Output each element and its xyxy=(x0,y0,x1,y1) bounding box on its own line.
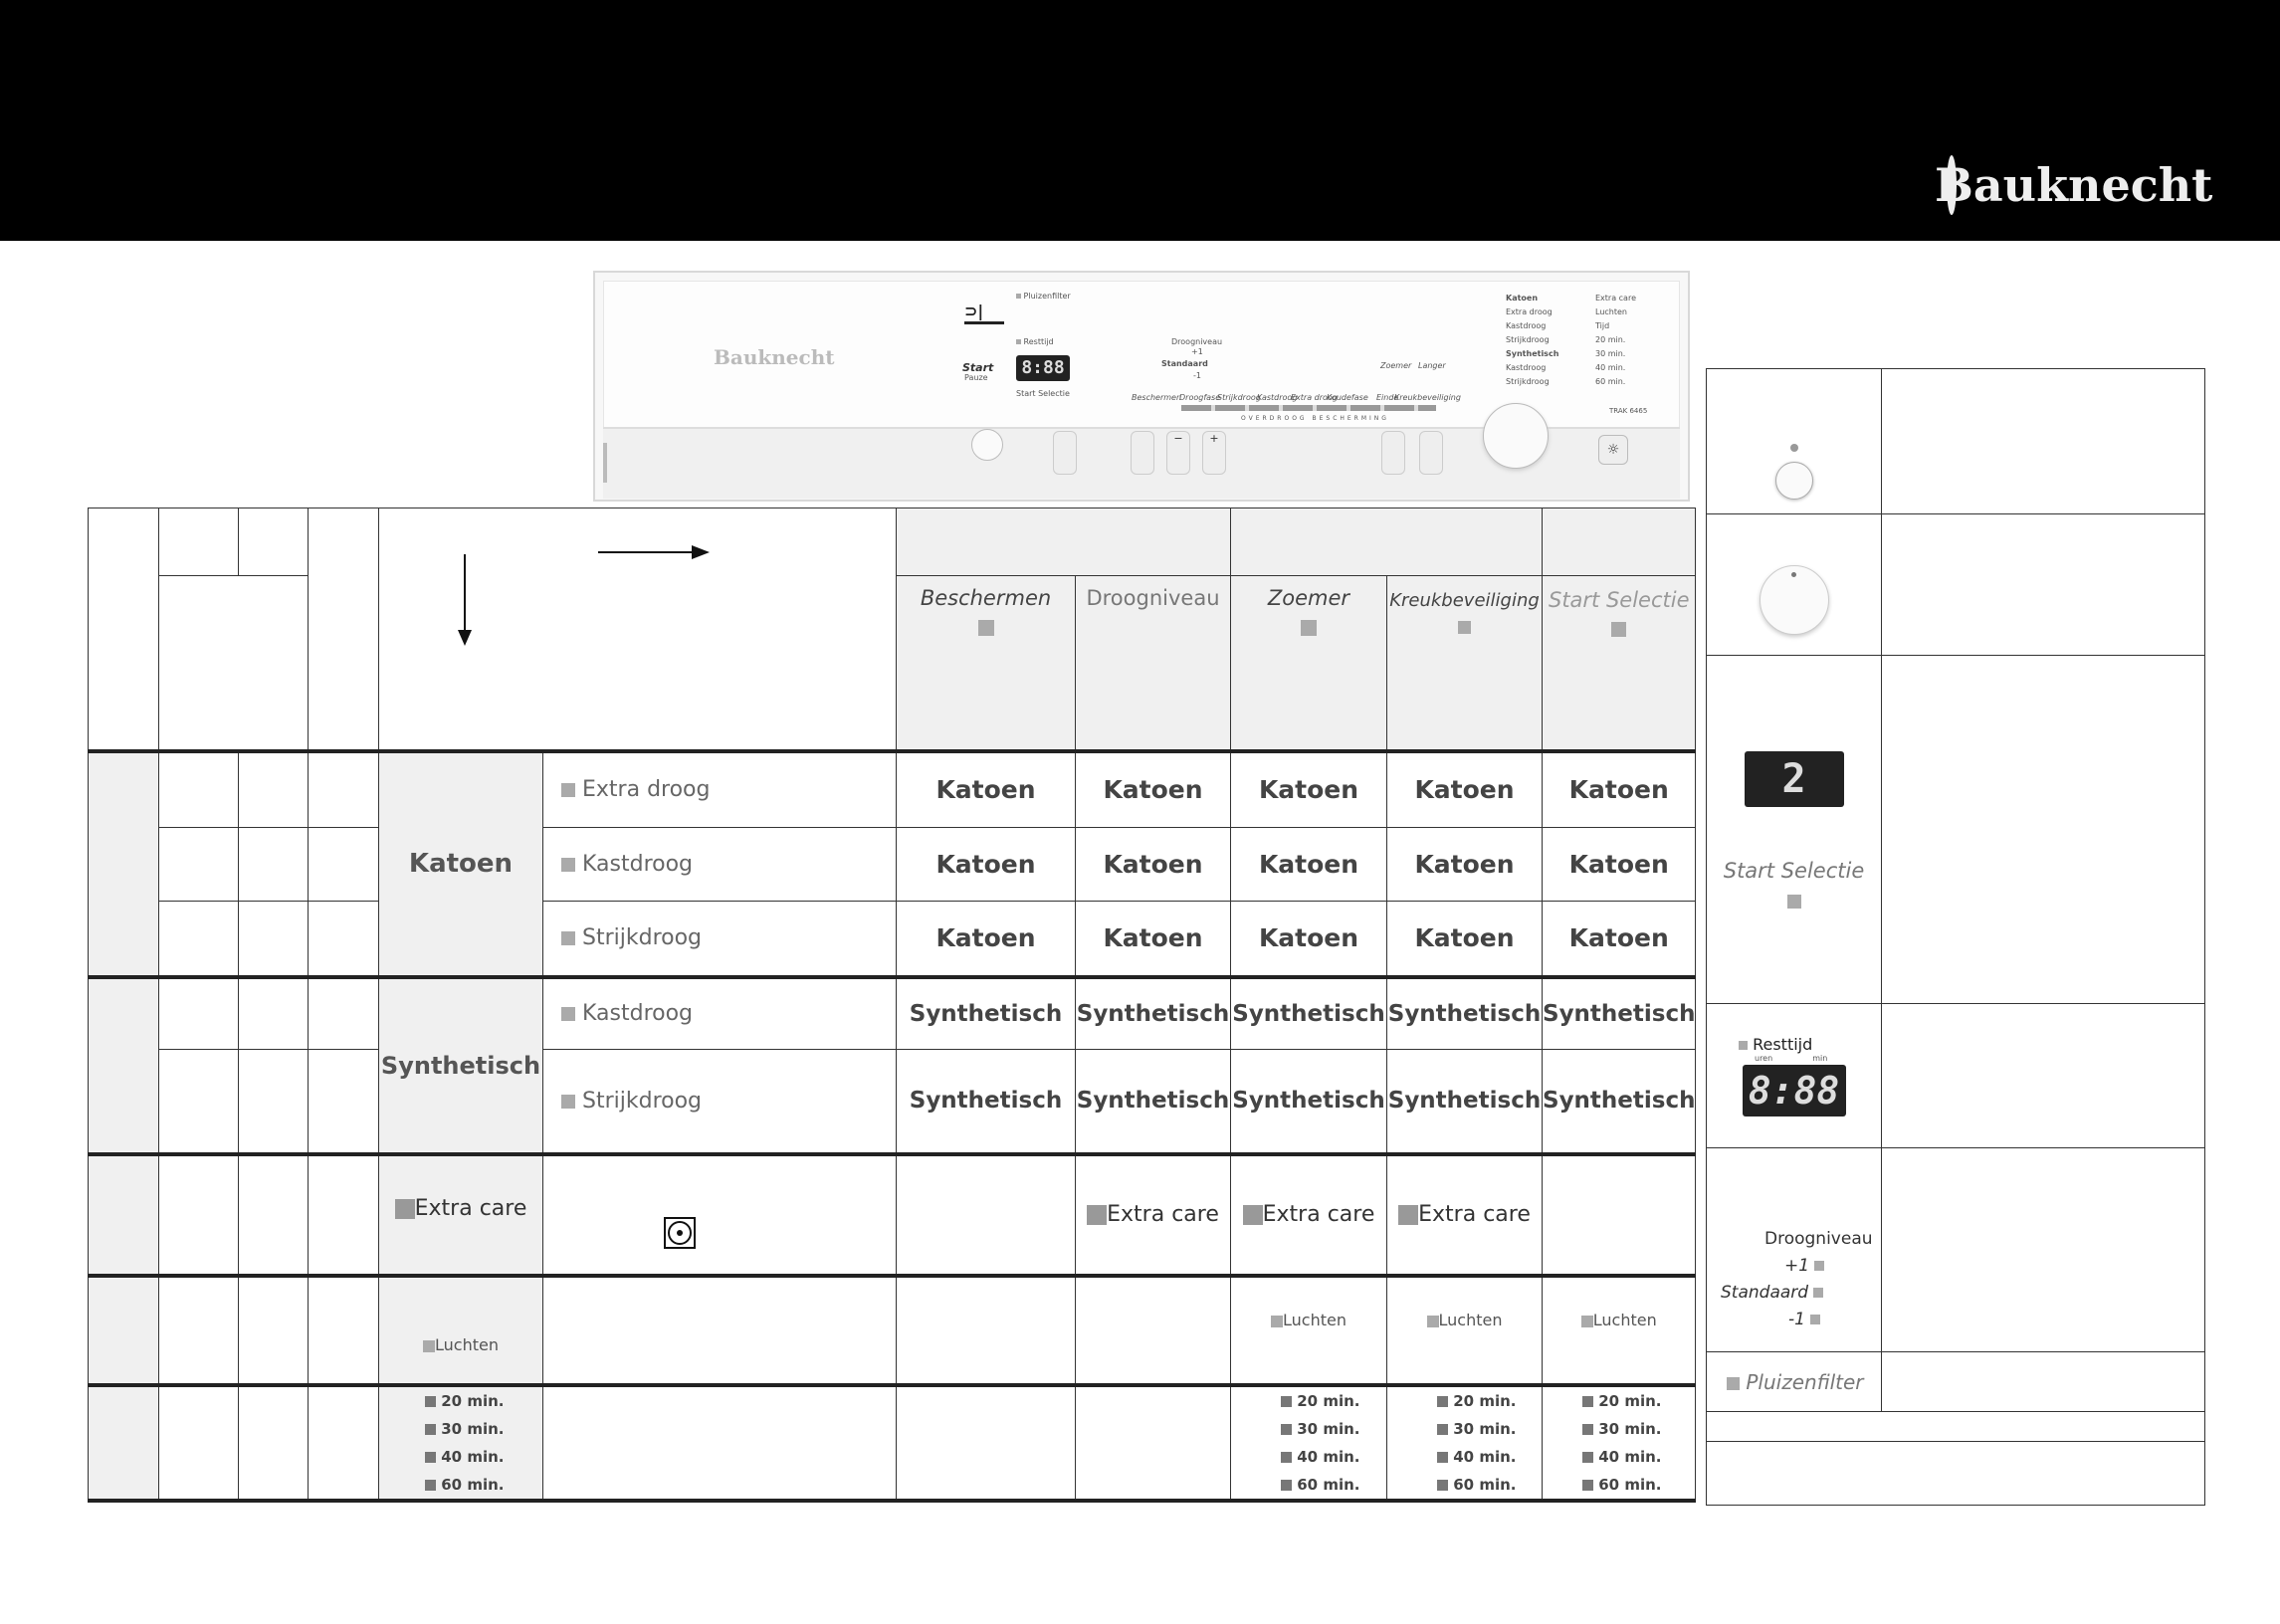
start-button-icon xyxy=(1775,462,1813,500)
empty-cell xyxy=(159,902,239,977)
resttijd-label: Resttijd xyxy=(1016,337,1054,346)
empty-cell xyxy=(239,828,309,902)
table-cell: Extra care xyxy=(1231,1154,1387,1276)
empty-cell xyxy=(159,977,239,1050)
stage-label-6: Einde xyxy=(1376,393,1399,402)
overdroog-label: OVERDROOG BESCHERMING xyxy=(1241,415,1389,422)
empty-cell xyxy=(309,1276,379,1385)
panel-sill xyxy=(603,427,1680,499)
panel-brand: Bauknecht xyxy=(714,345,835,369)
table-cell: Synthetisch xyxy=(1076,1050,1231,1154)
empty-cell xyxy=(309,977,379,1050)
droogniveau-label: Droogniveau xyxy=(1171,337,1223,346)
table-cell: Katoen xyxy=(1076,828,1231,902)
table-cell: Extra care xyxy=(1076,1154,1231,1276)
light-icon[interactable]: ☼ xyxy=(1598,435,1628,465)
header-group-cell xyxy=(897,508,1231,576)
empty-cell xyxy=(159,1154,239,1276)
legend-footer-bar xyxy=(1707,1412,2205,1442)
direction-arrows-icon xyxy=(379,508,897,747)
pause-label: Pauze xyxy=(964,373,988,382)
option-strijkdroog: Strijkdroog xyxy=(543,1050,897,1154)
empty-cell xyxy=(239,902,309,977)
legend-description xyxy=(1882,369,2205,514)
empty-cell xyxy=(309,751,379,828)
start-selectie-label: Start Selectie xyxy=(1016,389,1070,398)
empty-cell xyxy=(1543,1154,1696,1276)
empty-cell xyxy=(159,1050,239,1154)
table-cell: Katoen xyxy=(1543,751,1696,828)
empty-cell xyxy=(897,1154,1076,1276)
legend-droogniveau-cell xyxy=(1707,1148,1882,1352)
program-synthetisch: Synthetisch xyxy=(379,977,543,1154)
table-cell: Synthetisch xyxy=(1387,977,1543,1050)
door-handle xyxy=(603,443,607,483)
empty-cell xyxy=(159,1276,239,1385)
stage-label-7: Kreukbeveiliging xyxy=(1394,393,1461,402)
temperature-icon-cell xyxy=(543,1154,897,1276)
table-cell: Synthetisch xyxy=(897,977,1076,1050)
time-list: 20 min. 30 min. 40 min. 60 min. xyxy=(1387,1385,1543,1501)
dial-knob-icon xyxy=(1760,565,1829,635)
header-group-cell xyxy=(1231,508,1543,576)
empty-cell xyxy=(309,902,379,977)
stage-label-2: Strijkdroog xyxy=(1217,393,1261,402)
table-cell: Katoen xyxy=(1231,751,1387,828)
program-dial[interactable] xyxy=(1483,403,1549,469)
selectie-display: 2 xyxy=(1745,751,1844,807)
start-selectie-indicator xyxy=(1787,895,1801,909)
legend-pluizenfilter-cell: Pluizenfilter xyxy=(1707,1352,1882,1412)
table-cell: Katoen xyxy=(1231,828,1387,902)
stage-progress-bar xyxy=(1181,405,1436,411)
empty-cell xyxy=(239,1276,309,1385)
empty-cell xyxy=(309,1050,379,1154)
col-header-start-selectie: Start Selectie xyxy=(1543,576,1696,751)
table-cell: Luchten xyxy=(1231,1276,1387,1385)
table-cell: Katoen xyxy=(1543,828,1696,902)
header-cell xyxy=(159,508,239,576)
time-list: 20 min. 30 min. 40 min. 60 min. xyxy=(1231,1385,1387,1501)
option-kastdroog: Kastdroog xyxy=(543,828,897,902)
program-option-header xyxy=(379,508,897,751)
legend-description xyxy=(1882,656,2205,1004)
legend-description xyxy=(1882,1148,2205,1352)
row-index-cell xyxy=(89,977,159,1154)
legend-description xyxy=(1882,1004,2205,1148)
col-header-kreukbeveiliging: Kreukbeveiliging xyxy=(1387,576,1543,751)
empty-cell xyxy=(239,977,309,1050)
empty-cell xyxy=(239,751,309,828)
row-index-cell xyxy=(89,1276,159,1385)
stage-label-0: Beschermen xyxy=(1132,393,1182,402)
legend-description xyxy=(1882,1352,2205,1412)
empty-cell xyxy=(159,751,239,828)
start-selectie-button[interactable] xyxy=(1053,431,1077,475)
uren-min-label: uren min xyxy=(1755,1054,1828,1063)
time-list: 20 min. 30 min. 40 min. 60 min. xyxy=(1543,1385,1696,1501)
program-list-left: Katoen Extra droog Kastdroog Strijkdroog Synthetisch Kastdroog Strijkdroog xyxy=(1506,294,1559,386)
option-extra-droog: Extra droog xyxy=(543,751,897,828)
table-cell: Synthetisch xyxy=(1231,1050,1387,1154)
pluizenfilter-label: Pluizenfilter xyxy=(1016,292,1071,301)
legend-footer xyxy=(1707,1442,2205,1506)
zoemer-button[interactable] xyxy=(1381,431,1405,475)
langer-button[interactable] xyxy=(1419,431,1443,475)
legend-resttijd-cell xyxy=(1707,1004,1882,1148)
start-selectie-label: Start Selectie xyxy=(1723,858,1865,883)
header-group-cell xyxy=(1543,508,1696,576)
legend-table xyxy=(1706,368,2205,1506)
header-cell xyxy=(239,508,309,576)
beschermen-button[interactable] xyxy=(1131,431,1154,475)
logo-text: Bauknecht xyxy=(1935,158,2213,212)
empty-cell xyxy=(543,1276,897,1385)
start-pause-button[interactable] xyxy=(971,429,1003,461)
low-temperature-icon xyxy=(664,1217,696,1249)
plus1-label: +1 xyxy=(1191,347,1203,356)
minus1-label: -1 xyxy=(1193,371,1201,380)
table-cell: Synthetisch xyxy=(1543,977,1696,1050)
droogniveau-minus-button[interactable]: − xyxy=(1166,431,1190,475)
zoemer-label: Zoemer xyxy=(1380,361,1412,370)
stage-label-3: Kastdroog xyxy=(1257,393,1298,402)
table-cell: Synthetisch xyxy=(1076,977,1231,1050)
col-header-beschermen: Beschermen xyxy=(897,576,1076,751)
dynamic-logo-icon: ⊃| xyxy=(964,302,1004,324)
empty-cell xyxy=(309,1385,379,1501)
table-cell: Katoen xyxy=(1387,828,1543,902)
empty-cell xyxy=(239,1154,309,1276)
legend-start-selectie-cell xyxy=(1707,656,1882,1004)
empty-cell xyxy=(239,1050,309,1154)
empty-cell xyxy=(309,828,379,902)
standaard-row: Standaard xyxy=(1707,1280,1881,1307)
option-kastdroog: Kastdroog xyxy=(543,977,897,1050)
option-strijkdroog: Strijkdroog xyxy=(543,902,897,977)
empty-cell xyxy=(239,1385,309,1501)
control-panel xyxy=(593,271,1690,502)
table-cell: Katoen xyxy=(1076,902,1231,977)
table-cell: Extra care xyxy=(1387,1154,1543,1276)
empty-cell xyxy=(1076,1385,1231,1501)
empty-cell xyxy=(159,1385,239,1501)
table-cell: Synthetisch xyxy=(1231,977,1387,1050)
table-cell: Katoen xyxy=(897,751,1076,828)
row-index-cell xyxy=(89,1154,159,1276)
stage-label-4: Extra droog xyxy=(1291,393,1338,402)
start-label: Start xyxy=(962,361,994,374)
table-cell: Synthetisch xyxy=(897,1050,1076,1154)
indicator-dot-icon xyxy=(1790,444,1798,452)
table-cell: Katoen xyxy=(897,828,1076,902)
header-cell xyxy=(89,508,159,751)
header-cell xyxy=(309,508,379,751)
table-cell: Katoen xyxy=(1387,902,1543,977)
legend-dial-cell xyxy=(1707,514,1882,656)
empty-cell xyxy=(897,1276,1076,1385)
panel-display: 8:88 xyxy=(1016,355,1070,381)
table-cell: Katoen xyxy=(1543,902,1696,977)
table-cell: Luchten xyxy=(1543,1276,1696,1385)
droogniveau-label: Droogniveau xyxy=(1764,1229,1873,1249)
droogniveau-plus-button[interactable]: + xyxy=(1202,431,1226,475)
bauknecht-logo xyxy=(1935,149,2213,221)
table-cell: Synthetisch xyxy=(1543,1050,1696,1154)
program-katoen: Katoen xyxy=(379,751,543,977)
empty-cell xyxy=(159,828,239,902)
table-cell: Synthetisch xyxy=(1387,1050,1543,1154)
program-table xyxy=(88,508,1696,1503)
resttijd-label: Resttijd xyxy=(1707,1035,1881,1054)
table-cell: Katoen xyxy=(1387,751,1543,828)
table-cell: Luchten xyxy=(1387,1276,1543,1385)
table-cell: Katoen xyxy=(897,902,1076,977)
legend-start-button-cell xyxy=(1707,369,1882,514)
resttijd-display: 8:88 xyxy=(1743,1065,1846,1116)
stage-label-5: Koudefase xyxy=(1327,393,1368,402)
legend-description xyxy=(1882,514,2205,656)
standaard-label: Standaard xyxy=(1161,359,1208,368)
minus1-row: -1 xyxy=(1707,1307,1881,1333)
program-luchten: Luchten xyxy=(379,1276,543,1385)
empty-cell xyxy=(543,1385,897,1501)
empty-cell xyxy=(309,1154,379,1276)
col-header-zoemer: Zoemer xyxy=(1231,576,1387,751)
row-index-cell xyxy=(89,1385,159,1501)
stage-label-1: Droogfase xyxy=(1179,393,1221,402)
header-cell xyxy=(159,576,309,751)
table-cell: Katoen xyxy=(1231,902,1387,977)
langer-label: Langer xyxy=(1418,361,1446,370)
program-tijd: 20 min. 30 min. 40 min. 60 min. xyxy=(379,1385,543,1501)
model-label: TRAK 6465 xyxy=(1609,407,1648,415)
row-index-cell xyxy=(89,751,159,977)
empty-cell xyxy=(897,1385,1076,1501)
table-cell: Katoen xyxy=(1076,751,1231,828)
col-header-droogniveau: Droogniveau xyxy=(1076,576,1231,751)
program-list-right: Extra care Luchten Tijd 20 min. 30 min. 40 min. 60 min. xyxy=(1595,294,1636,386)
empty-cell xyxy=(1076,1276,1231,1385)
plus1-row: +1 xyxy=(1707,1253,1881,1280)
program-extra-care: Extra care xyxy=(379,1154,543,1276)
